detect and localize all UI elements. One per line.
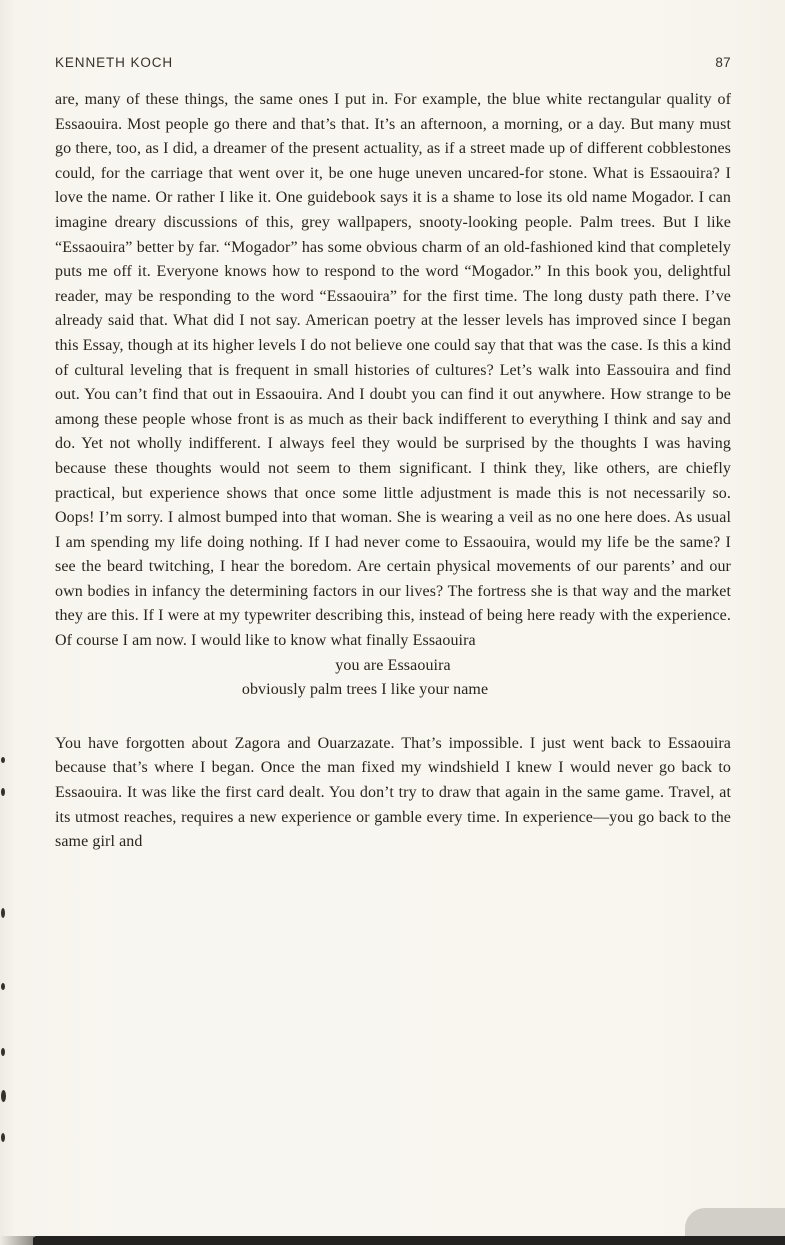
scan-speck	[1, 1133, 5, 1142]
running-header	[55, 55, 731, 70]
scan-speck	[1, 983, 5, 990]
verse-block	[55, 654, 731, 703]
scan-speck	[1, 908, 5, 918]
scan-speck	[1, 788, 5, 796]
paragraph-1: are, many of these things, the same ones I put in. For example, the blue white rectangular quality of Essaouira. Most people go there and that’s that. It’s an afternoon, a morning, or a day. But many must go there, too, as I did, a dreamer of the present actuality, as if a street made up of different cobblestones could, for the carriage that went over it, be one huge uneven uncared-for stone. What is Essaouira? I love the name. Or rather I like it. One guidebook says it is a shame to lose its old name Mogador. I can imagine dreary discussions of this, grey wallpapers, snooty-looking people. Palm trees. But I like “Essaouira” better by far. “Mogador” has some obvious charm of an old-fashioned kind that completely puts me off it. Everyone knows how to respond to the word “Mogador.” In this book you, delightful reader, may be responding to the word “Essaouira” for the first time. The long dusty path there. I’ve already said that. What did I not say. American poetry at the lesser levels has improved since I began this Essay, though at its higher levels I do not believe one could say that that was the case. Is this a kind of cultural leveling that is frequent in small histories of cultures? Let’s walk into Eassouira and find out. You can’t find that out in Essaouira. And I doubt you can find it out anywhere. How strange to be among these people whose front is as much as their back indifferent to everything I think and say and do. Yet not wholly indifferent. I always feel they would be surprised by the thoughts I was having because these thoughts would not seem to them significant. I think they, like others, are chiefly practical, but experience shows that once some little adjustment is made this is not necessarily so. Oops! I’m sorry. I almost bumped into that woman. She is wearing a veil as no one here does. As usual I am spending my life doing nothing. If I had never come to Essaouira, would my life be the same? I see the beard twitching, I hear the boredom. Are certain physical movements of our parents’ and our own bodies in infancy the determining factors in our lives? The fortress she is that way and the market they are this. If I were at my typewriter describing this, instead of being here ready with the experience. Of course I am now. I would like to know what finally Essaouira	[55, 91, 731, 650]
scan-speck	[1, 1048, 5, 1056]
paragraph-2: You have forgotten about Zagora and Ouarzazate. That’s impossible. I just went back to Essaouira because that’s where I began. Once the man fixed my windshield I knew I would never go back to Essaouira. It was like the first card dealt. You don’t try to draw that again in the same game. Travel, at its utmost reaches, requires a new experience or gamble every time. In experience—you go back to the same girl and	[55, 734, 731, 851]
page-corner-shadow	[685, 1208, 785, 1238]
page-body	[55, 88, 731, 855]
page-number: 87	[715, 55, 731, 70]
scan-speck	[1, 1090, 6, 1102]
verse-line-2: obviously palm trees I like your name	[241, 681, 489, 699]
scan-speck	[1, 757, 5, 763]
scan-bottom-edge	[33, 1236, 785, 1245]
scan-bottom-edge-fade	[0, 1236, 34, 1245]
running-header-author: KENNETH KOCH	[55, 55, 174, 70]
verse-line-1: you are Essaouira	[335, 656, 451, 674]
